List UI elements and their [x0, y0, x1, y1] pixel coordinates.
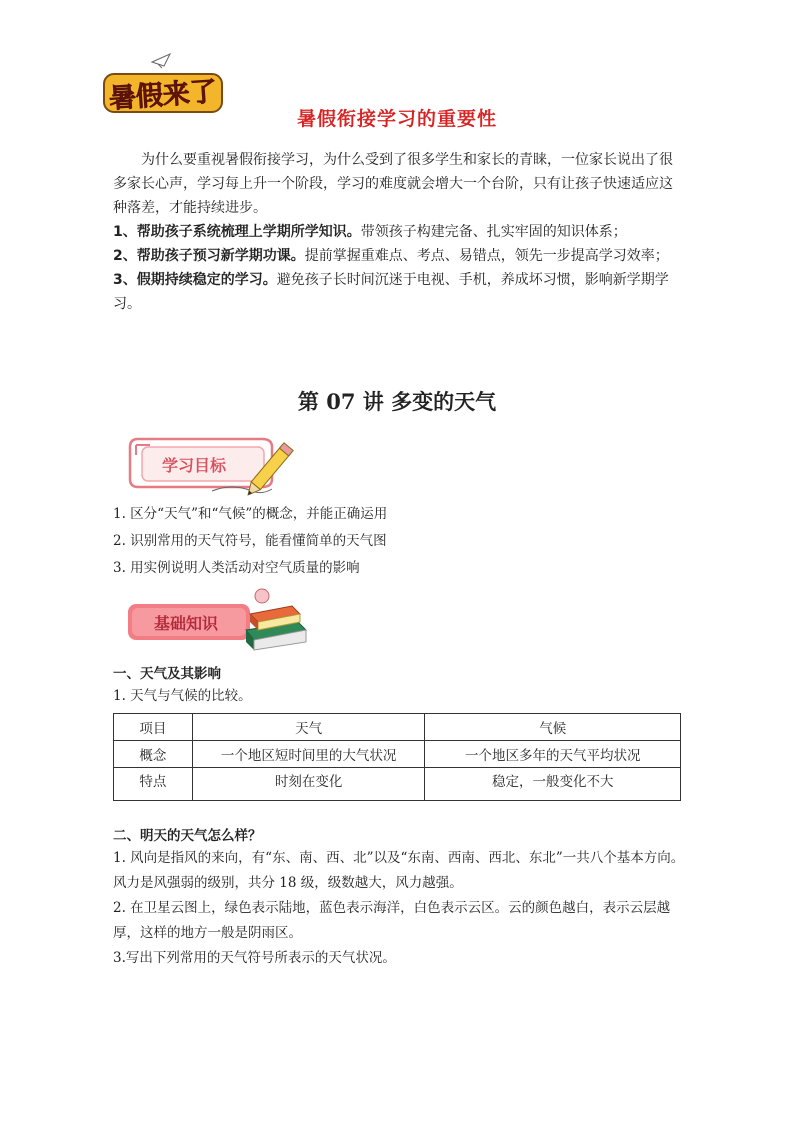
table-row: [114, 768, 681, 801]
table-row: [114, 741, 681, 768]
point-1: [113, 220, 685, 244]
table-header-row: [114, 714, 681, 741]
lesson-title: 第 07 讲 多变的天气: [297, 389, 497, 414]
point-2: [113, 244, 685, 268]
point-2-bold: 2、帮助孩子预习新学期功课。: [113, 248, 305, 264]
table-cell: 概念: [114, 741, 193, 768]
goal-1: 1. 区分“天气”和“气候”的概念，并能正确运用: [113, 506, 388, 522]
intro-section: [113, 148, 685, 316]
table-cell: 一个地区短时间里的大气状况: [192, 741, 425, 768]
section-2-item-2: 2. 在卫星云图上，绿色表示陆地，蓝色表示海洋，白色表示云区。云的颜色越白，表示云层越厚，这样的地方一般是阴雨区。: [113, 900, 671, 941]
intro-paragraph: 为什么要重视暑假衔接学习，为什么受到了很多学生和家长的青睐，一位家长说出了很多家长心声，学习每上升一个阶段，学习的难度就会增大一个台阶，只有让孩子快速适应这种落差，才能持续进步。: [113, 152, 673, 216]
point-3: [113, 268, 685, 316]
table-cell: 稳定，一般变化不大: [425, 768, 681, 801]
point-3-bold: 3、假期持续稳定的学习。: [113, 272, 277, 288]
learning-goals-badge: [122, 433, 302, 499]
goal-3: 3. 用实例说明人类活动对空气质量的影响: [113, 560, 360, 576]
svg-text:暑假来了: 暑假来了: [108, 76, 218, 115]
point-2-text: 提前掌握重难点、考点、易错点，领先一步提高学习效率；: [304, 248, 669, 264]
basic-knowledge-badge: [122, 586, 312, 652]
section-2-heading: 二、明天的天气怎么样？: [113, 828, 262, 844]
paper-plane-icon: [152, 54, 170, 66]
table-cell: 一个地区多年的天气平均状况: [425, 741, 681, 768]
section-1-heading: 一、天气及其影响: [113, 666, 221, 682]
page-title: 暑假衔接学习的重要性: [296, 108, 497, 130]
section-1-item: 1. 天气与气候的比较。: [113, 688, 252, 704]
point-3-text: 避免孩子长时间沉迷于电视、手机，养成坏习惯，影响新学期学习。: [113, 272, 669, 312]
books-icon: [246, 589, 306, 650]
weather-climate-table: [113, 713, 681, 801]
section-2-items: [113, 846, 685, 971]
header-cell: 项目: [114, 714, 193, 741]
table-cell: 时刻在变化: [192, 768, 425, 801]
header-cell: 天气: [192, 714, 425, 741]
point-1-text: 带领孩子构建完备、扎实牢固的知识体系；: [360, 224, 627, 240]
section-2-item-3: 3.写出下列常用的天气符号所表示的天气状况。: [113, 950, 396, 966]
header-cell: 气候: [425, 714, 681, 741]
table-cell: 特点: [114, 768, 193, 801]
goal-2: 2. 识别常用的天气符号，能看懂简单的天气图: [113, 533, 387, 549]
learning-goals-label: 学习目标: [161, 456, 227, 475]
point-1-bold: 1、帮助孩子系统梳理上学期所学知识。: [113, 224, 361, 240]
basic-knowledge-label: 基础知识: [153, 614, 219, 633]
section-2-item-1: 1. 风向是指风的来向，有“东、南、西、北”以及“东南、西南、西北、东北”一共八个基本方向。风力是风强弱的级别，共分 18 级，级数越大，风力越强。: [113, 850, 685, 891]
